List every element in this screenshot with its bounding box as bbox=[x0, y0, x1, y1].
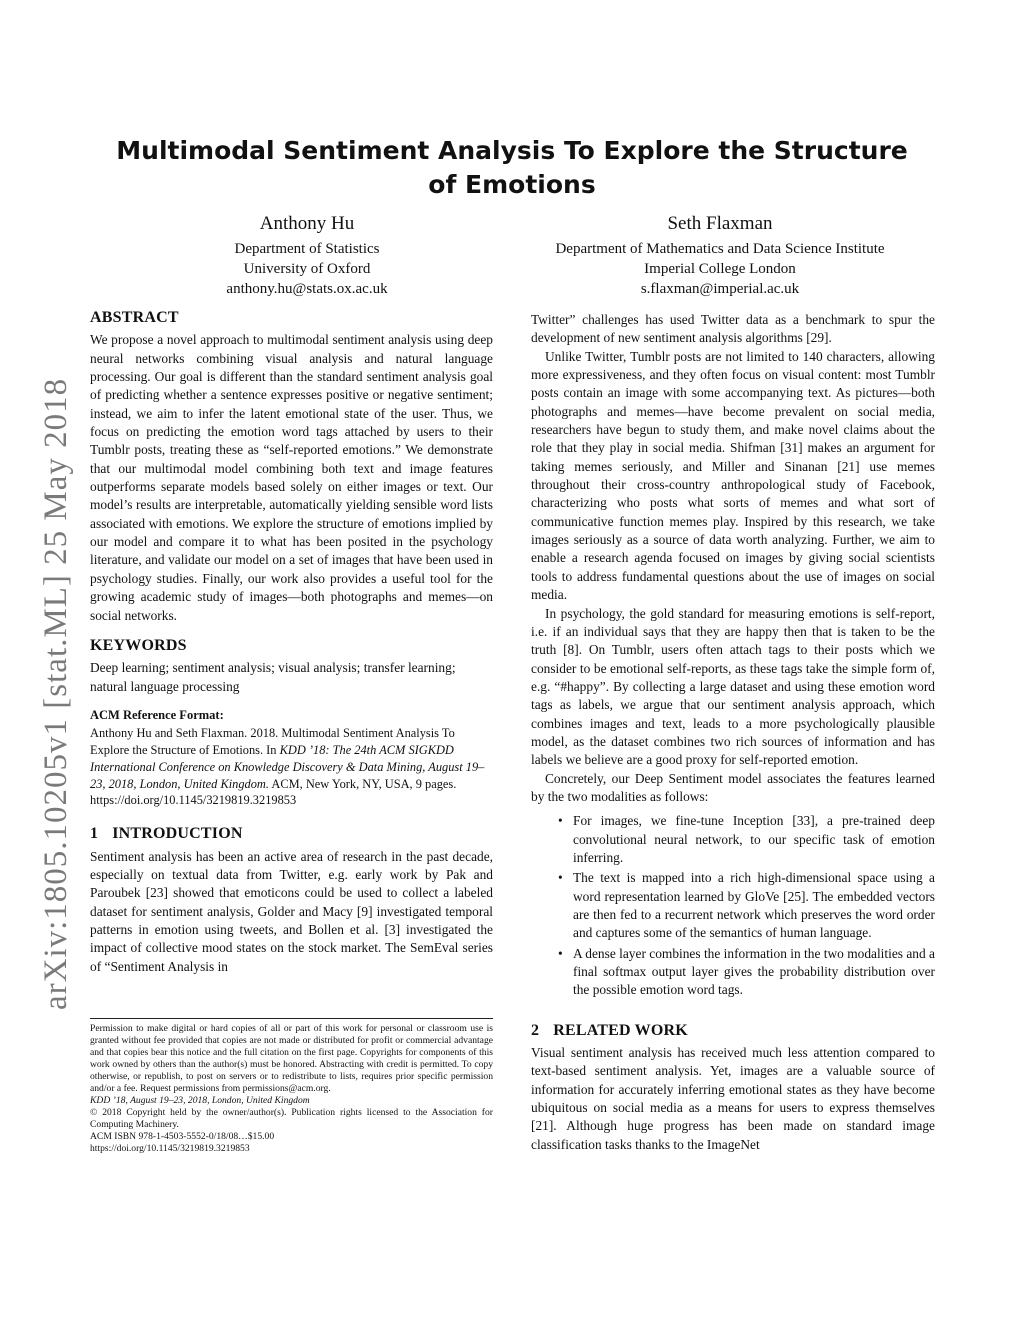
acm-reference-authors: Anthony Hu and Seth Flaxman. 2018. Multimodal Sentiment Analysis To Explore the Structure of Emotions. In bbox=[90, 726, 455, 758]
acm-reference-venue: KDD ’18: The 24th ACM SIGKDD International Conference on Knowledge Discovery & Data Mining, August 19–23, 2018, London, United Kingdom. bbox=[90, 743, 485, 791]
author-department: Department of Statistics bbox=[234, 241, 380, 257]
bullet-icon: • bbox=[558, 870, 563, 886]
author-block-2 bbox=[505, 211, 935, 299]
related-work-paragraph-1: Visual sentiment analysis has received much less attention compared to text-based sentiment analysis. Yet, images are a valuable source of information for accurately inferring emotional states as they have become ubiquitous on social media as a means for users to express themselves [21]. Although huge progress has been made on standard image classification tasks thanks to the ImageNet bbox=[531, 1045, 935, 1152]
introduction-heading bbox=[90, 825, 493, 843]
list-item bbox=[558, 945, 935, 1000]
author-email: s.flaxman@imperial.ac.uk bbox=[640, 281, 800, 297]
introduction-paragraph-2: Unlike Twitter, Tumblr posts are not limited to 140 characters, allowing more expressiveness, and they often focus on visual content: most Tumblr posts contain an image with some accompanying text. As pictures—both photographs and memes—have become prevalent on social media, researchers have begun to study them, and make novel claims about the role that they play in social media. Shifman [31] makes an argument for taking memes seriously, and Miller and Sinanan [21] use memes throughout their cross-country anthropological study of Facebook, characterizing who posts what sorts of memes and what sort of communicative function memes play. Inspired by this research, we take images seriously as a source of data worth analyzing. Further, we aim to enable a research agenda focused on images by giving social scientists tools to address fundamental questions about the use of images on social media. bbox=[531, 348, 935, 603]
related-work-heading bbox=[531, 1022, 935, 1040]
list-item-text: For images, we fine-tune Inception [33], a pre-trained deep convolutional neural network, to our specific task of emotion inferring. bbox=[573, 813, 935, 865]
arxiv-stamp: arXiv:1805.10205v1 [stat.ML] 25 May 2018 bbox=[38, 377, 74, 1010]
keywords-text: Deep learning; sentiment analysis; visual analysis; transfer learning; natural language processing bbox=[90, 660, 456, 694]
footnote-isbn: ACM ISBN 978-1-4503-5552-0/18/08…$15.00 bbox=[90, 1131, 275, 1143]
introduction-paragraph-1-continued: Twitter” challenges has used Twitter data as a benchmark to spur the development of new sentiment analysis algorithms [29]. bbox=[531, 312, 935, 346]
abstract-text: We propose a novel approach to multimodal sentiment analysis using deep neural networks combining visual analysis and natural language processing. Our goal is different than the standard sentiment analysis goal of predicting whether a sentence expresses positive or negative sentiment; instead, we aim to infer the latent emotional state of the user. Thus, we focus on predicting the emotion word tags attached by users to their Tumblr posts, treating these as “self-reported emotions.” We demonstrate that our multimodal model combining both text and image features outperforms separate models based solely on either images or text. Our model’s results are interpretable, automatically yielding sensible word lists associated with emotions. We explore the structure of emotions implied by our model and compare it to what has been posited in the psychology literature, and validate our model on a set of images that have been used in psychology studies. Finally, our work also provides a useful tool for the growing academic study of images—both photographs and memes—on social networks. bbox=[90, 332, 493, 623]
paper-title: Multimodal Sentiment Analysis To Explore the Structure of Emotions bbox=[116, 136, 908, 199]
keywords-heading: KEYWORDS bbox=[90, 636, 187, 654]
author-email: anthony.hu@stats.ox.ac.uk bbox=[226, 281, 388, 297]
section-number: 2 bbox=[531, 1021, 540, 1039]
permission-footnote bbox=[90, 1018, 493, 1155]
author-block-1 bbox=[150, 211, 464, 299]
acm-reference-publisher: ACM, New York, NY, USA, 9 pages. https://doi.org/10.1145/3219819.3219853 bbox=[90, 776, 457, 808]
introduction-paragraph-4: Concretely, our Deep Sentiment model associates the features learned by the two modalities as follows: bbox=[531, 770, 935, 804]
author-institution: University of Oxford bbox=[243, 261, 371, 277]
introduction-paragraph-1: Sentiment analysis has been an active area of research in the past decade, especially on textual data from Twitter, e.g. early work by Pak and Paroubek [23] showed that emoticons could be used to collect a labeled dataset for sentiment analysis, Golder and Macy [9] investigated temporal patterns in emotion using tweets, and Bollen et al. [3] investigated the impact of collective mood states on the stock market. The SemEval series of “Sentiment Analysis in bbox=[90, 848, 493, 974]
footnote-copyright: © 2018 Copyright held by the owner/author(s). Publication rights licensed to the Association for Computing Machinery. bbox=[90, 1107, 493, 1131]
footnote-venue: KDD ’18, August 19–23, 2018, London, United Kingdom bbox=[90, 1095, 310, 1107]
author-name: Seth Flaxman bbox=[667, 213, 773, 234]
permission-text: Permission to make digital or hard copies of all or part of this work for personal or classroom use is granted without fee provided that copies are not made or distributed for profit or commercial advantage and that copies bear this notice and the full citation on the first page. Copyrights for components of this work owned by others than the author(s) must be honored. Abstracting with credit is permitted. To copy otherwise, or republish, to post on servers or to redistribute to lists, requires prior specific permission and/or a fee. Request permissions from permissions@acm.org. bbox=[90, 1023, 493, 1094]
abstract-heading: ABSTRACT bbox=[90, 309, 179, 326]
author-department: Department of Mathematics and Data Science Institute bbox=[555, 241, 885, 257]
author-name: Anthony Hu bbox=[259, 213, 355, 234]
list-item-text: The text is mapped into a rich high-dimensional space using a word representation learned by GloVe [25]. The embedded vectors are then fed to a recurrent network which preserves the word order and captures some of the semantics of human language. bbox=[573, 870, 935, 941]
left-column bbox=[90, 309, 493, 976]
author-institution: Imperial College London bbox=[644, 261, 796, 277]
section-title: RELATED WORK bbox=[553, 1021, 688, 1039]
bullet-icon: • bbox=[558, 945, 563, 961]
right-column bbox=[531, 311, 935, 1154]
acm-reference-heading: ACM Reference Format: bbox=[90, 707, 224, 722]
section-number: 1 bbox=[90, 825, 99, 843]
footnote-doi: https://doi.org/10.1145/3219819.3219853 bbox=[90, 1143, 250, 1155]
introduction-paragraph-3: In psychology, the gold standard for measuring emotions is self-report, i.e. if an individual says that they are happy then that is taken to be the truth [8]. On Tumblr, users often attach tags to their posts which we consider to be emotional self-reports, as these tags take the simple form of, e.g. “#happy”. By collecting a large dataset and using these emotion word tags as labels, we argue that our sentiment analysis approach, which combines images and text, leads to a more psychologically plausible model, as the dataset combines two rich sources of information and has labels we believe are a good proxy for self-reported emotion. bbox=[531, 605, 935, 768]
model-bullet-list bbox=[531, 812, 935, 999]
bullet-icon: • bbox=[558, 813, 563, 829]
list-item bbox=[558, 869, 935, 942]
list-item bbox=[558, 812, 935, 867]
acm-reference-text bbox=[90, 725, 493, 809]
list-item-text: A dense layer combines the information in the two modalities and a final softmax output layer gives the probability distribution over the possible emotion word tags. bbox=[573, 945, 935, 998]
section-title: INTRODUCTION bbox=[112, 825, 243, 843]
